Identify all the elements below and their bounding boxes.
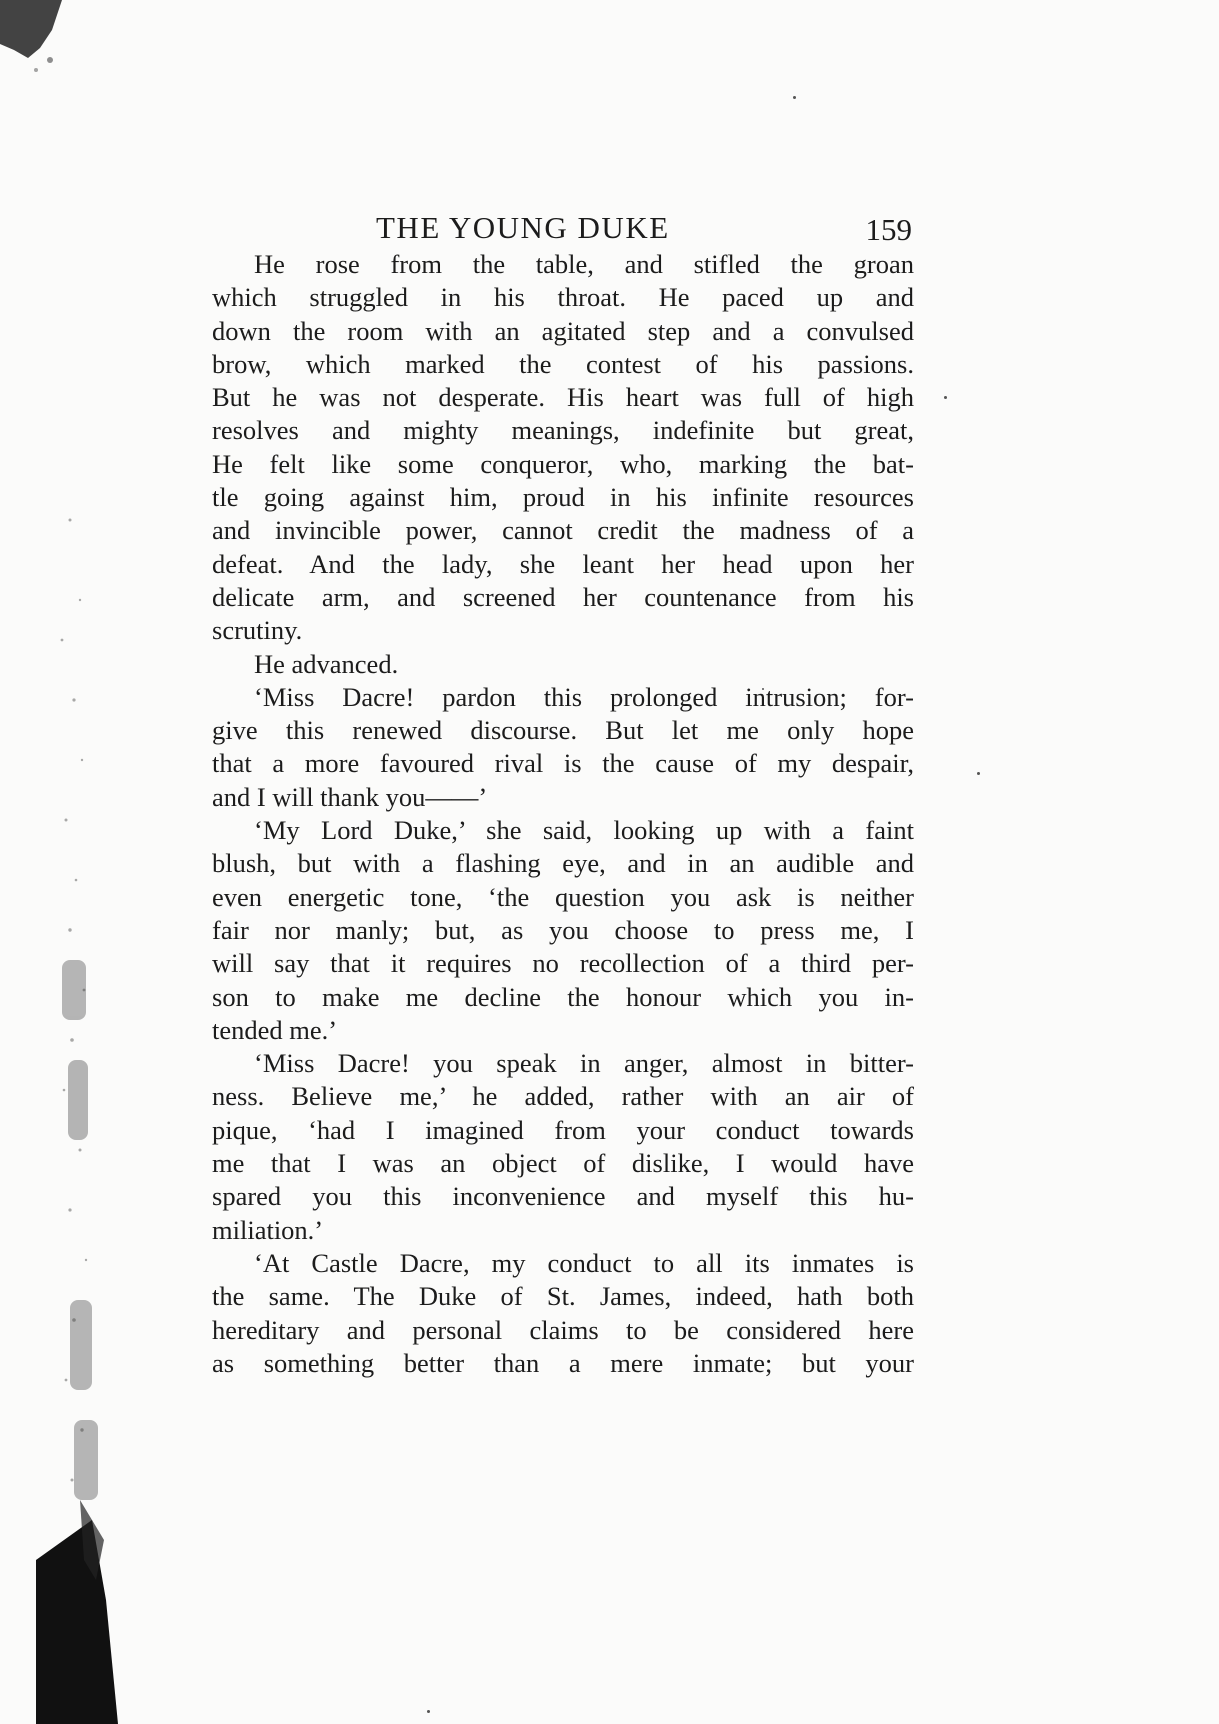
text-line: hereditary and personal claims to be considered here [212,1314,914,1345]
text-line: and I will thank you——’ [212,781,488,812]
text-line: brow, which marked the contest of his passions. [212,348,914,379]
text-line: ‘My Lord Duke,’ she said, looking up with a faint [254,815,914,846]
text-line: down the room with an agitated step and a convulsed [212,315,914,346]
text-line: fair nor manly; but, as you choose to press me, I [212,914,914,945]
text-line: ness. Believe me,’ he added, rather with an air of [212,1081,914,1112]
text-line: delicate arm, and screened her countenance from his [212,581,914,612]
scan-speck [977,772,980,775]
text-line: me that I was an object of dislike, I would have [212,1148,914,1179]
text-line: ‘Miss Dacre! you speak in anger, almost in bitter- [254,1048,914,1079]
text-line: which struggled in his throat. He paced up and [212,282,914,313]
scan-edge-artifact [0,0,120,1724]
page-number: 159 [865,212,912,247]
running-title: THE YOUNG DUKE [376,210,670,245]
text-line: But he was not desperate. His heart was full of high [212,382,914,413]
text-line: defeat. And the lady, she leant her head upon her [212,548,914,579]
text-line: tended me.’ [212,1014,338,1045]
text-line: He felt like some conqueror, who, marking the bat- [212,448,914,479]
text-line: that a more favoured rival is the cause of my despair, [212,748,914,779]
text-line: He advanced. [254,648,399,679]
text-line: give this renewed discourse. But let me only hope [212,715,914,746]
text-line: resolves and mighty meanings, indefinite but great, [212,415,914,446]
text-line: and invincible power, cannot credit the madness of a [212,515,914,546]
scan-speck [793,96,796,99]
body-text [212,248,914,1380]
text-line: blush, but with a flashing eye, and in an audible and [212,848,914,879]
page-header [376,210,916,250]
text-line: He rose from the table, and stifled the groan [254,249,914,279]
text-line: scrutiny. [212,615,303,646]
text-line: even energetic tone, ‘the question you ask is neither [212,881,914,912]
text-line: ‘Miss Dacre! pardon this prolonged intrusion; for- [254,681,914,712]
text-line: tle going against him, proud in his infinite resources [212,482,914,513]
text-line: son to make me decline the honour which you in- [212,981,914,1012]
text-line: pique, ‘had I imagined from your conduct towards [212,1114,914,1145]
scan-speck [427,1710,430,1713]
text-line: miliation.’ [212,1214,324,1245]
text-line: ‘At Castle Dacre, my conduct to all its inmates is [254,1247,914,1278]
scan-speck [944,396,947,399]
text-line: as something better than a mere inmate; but your [212,1347,914,1378]
text-line: the same. The Duke of St. James, indeed, hath both [212,1281,914,1312]
text-line: spared you this inconvenience and myself this hu- [212,1181,914,1212]
text-line: will say that it requires no recollection of a third per- [212,948,914,979]
